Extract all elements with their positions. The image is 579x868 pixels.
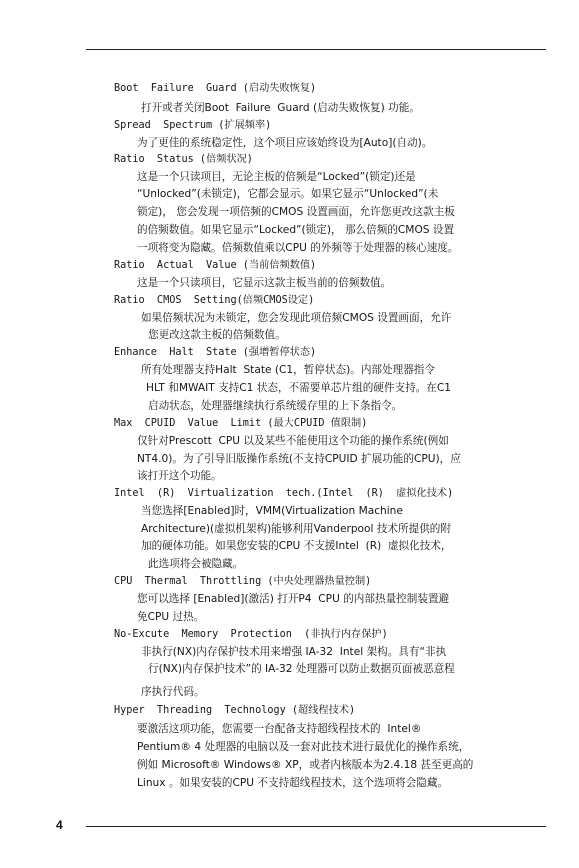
item-description: 当您选择[Enabled]时，VMM(Virtualization Machine [141, 505, 403, 517]
item-description: Architecture)(虚拟机架构)能够利用Vanderpool 技术所提供的附 [141, 523, 451, 535]
item-description: 加的硬体功能。如果您安装的CPU 不支援Intel (R) 虚拟化技术， [141, 540, 452, 552]
item-heading: Enhance Halt State (强增暂停状态) [114, 347, 317, 358]
item-description: 这是一个只读项目，无论主板的倍频是“Locked”(锁定)还是 [137, 171, 416, 183]
item-description: “Unlocked”(未锁定)，它都会显示。如果它显示“Unlocked”(未 [137, 188, 439, 200]
item-heading: Intel (R) Virtualization tech.(Intel (R) 虚拟化技术) [114, 488, 454, 499]
item-description: 序执行代码。 [141, 686, 205, 698]
item-description: 锁定)， 您会发现一项倍频的CMOS 设置画面，允许您更改这款主板 [137, 206, 455, 218]
item-heading: Max CPUID Value Limit (最大CPUID 值限制) [114, 418, 368, 429]
item-description: 免CPU 过热。 [137, 611, 205, 623]
page-number: 4 [56, 818, 63, 832]
item-description: 此选项将会被隐藏。 [148, 558, 244, 570]
item-description: 该打开这个功能。 [137, 470, 222, 482]
item-heading: Ratio CMOS Setting(倍频CMOS设定) [114, 295, 315, 306]
item-description: 要激活这项功能，您需要一台配备支持超线程技术的 Intel® [137, 723, 422, 735]
item-heading: CPU Thermal Throttling (中央处理器热量控制) [114, 576, 372, 587]
item-description: 这是一个只读项目，它显示这款主板当前的倍频数值。 [137, 277, 392, 289]
item-description: 为了更佳的系统稳定性，这个项目应该始终设为[Auto](自动)。 [137, 137, 433, 149]
item-description: HLT 和MWAIT 支持C1 状态，不需要单芯片组的硬件支持。在C1 [146, 382, 452, 394]
item-description: Linux 。如果安装的CPU 不支持超线程技术，这个选项将会隐藏。 [137, 777, 449, 789]
bottom-rule [86, 826, 546, 827]
item-heading: Boot Failure Guard (启动失败恢复) [114, 83, 317, 94]
item-description: 非执行(NX)内存保护技术用来增强 IA-32 Intel 架构。具有“非执 [141, 646, 447, 658]
item-description: 启动状态，处理器继续执行系统缓存里的上下条指令。 [148, 400, 403, 412]
item-heading: Hyper Threading Technology (超线程技术) [114, 705, 356, 716]
item-description: NT4.0)。为了引导旧版操作系统(不支持CPUID 扩展功能的CPU)，应 [137, 453, 461, 465]
item-description: 例如 Microsoft® Windows® XP，或者内核版本为2.4.18 甚至更高的 [137, 759, 474, 771]
item-description: Pentium® 4 处理器的电脑以及一套对此技术进行最优化的操作系统， [137, 741, 470, 753]
item-heading: Spread Spectrum (扩展频率) [114, 120, 272, 131]
item-heading: No-Excute Memory Protection (非执行内存保护) [114, 629, 388, 640]
item-description: 仅针对Prescott CPU 以及某些不能使用这个功能的操作系统(例如 [137, 435, 449, 447]
item-description: 行(NX)内存保护技术”的 IA-32 处理器可以防止数据页面被恶意程 [148, 663, 455, 675]
item-description: 打开或者关闭Boot Failure Guard (启动失败恢复) 功能。 [141, 102, 420, 114]
item-description: 您可以选择 [Enabled](激活) 打开P4 CPU 的内部热量控制装置避 [137, 593, 450, 605]
top-rule [86, 49, 546, 50]
item-description: 一项将变为隐藏。倍频数值乘以CPU 的外频等于处理器的核心速度。 [137, 242, 459, 254]
item-description: 所有处理器支持Halt State (C1，暂停状态)。内部处理器指令 [141, 364, 435, 376]
item-heading: Ratio Actual Value (当前倍频数值) [114, 260, 317, 271]
item-description: 如果倍频状况为未锁定，您会发现此项倍频CMOS 设置画面，允许 [141, 312, 452, 324]
item-heading: Ratio Status (倍频状况) [114, 154, 253, 165]
item-description: 您更改这款主板的倍频数值。 [148, 329, 286, 341]
item-description: 的倍频数值。如果它显示“Locked”(锁定)， 那么倍频的CMOS 设置 [137, 224, 455, 236]
